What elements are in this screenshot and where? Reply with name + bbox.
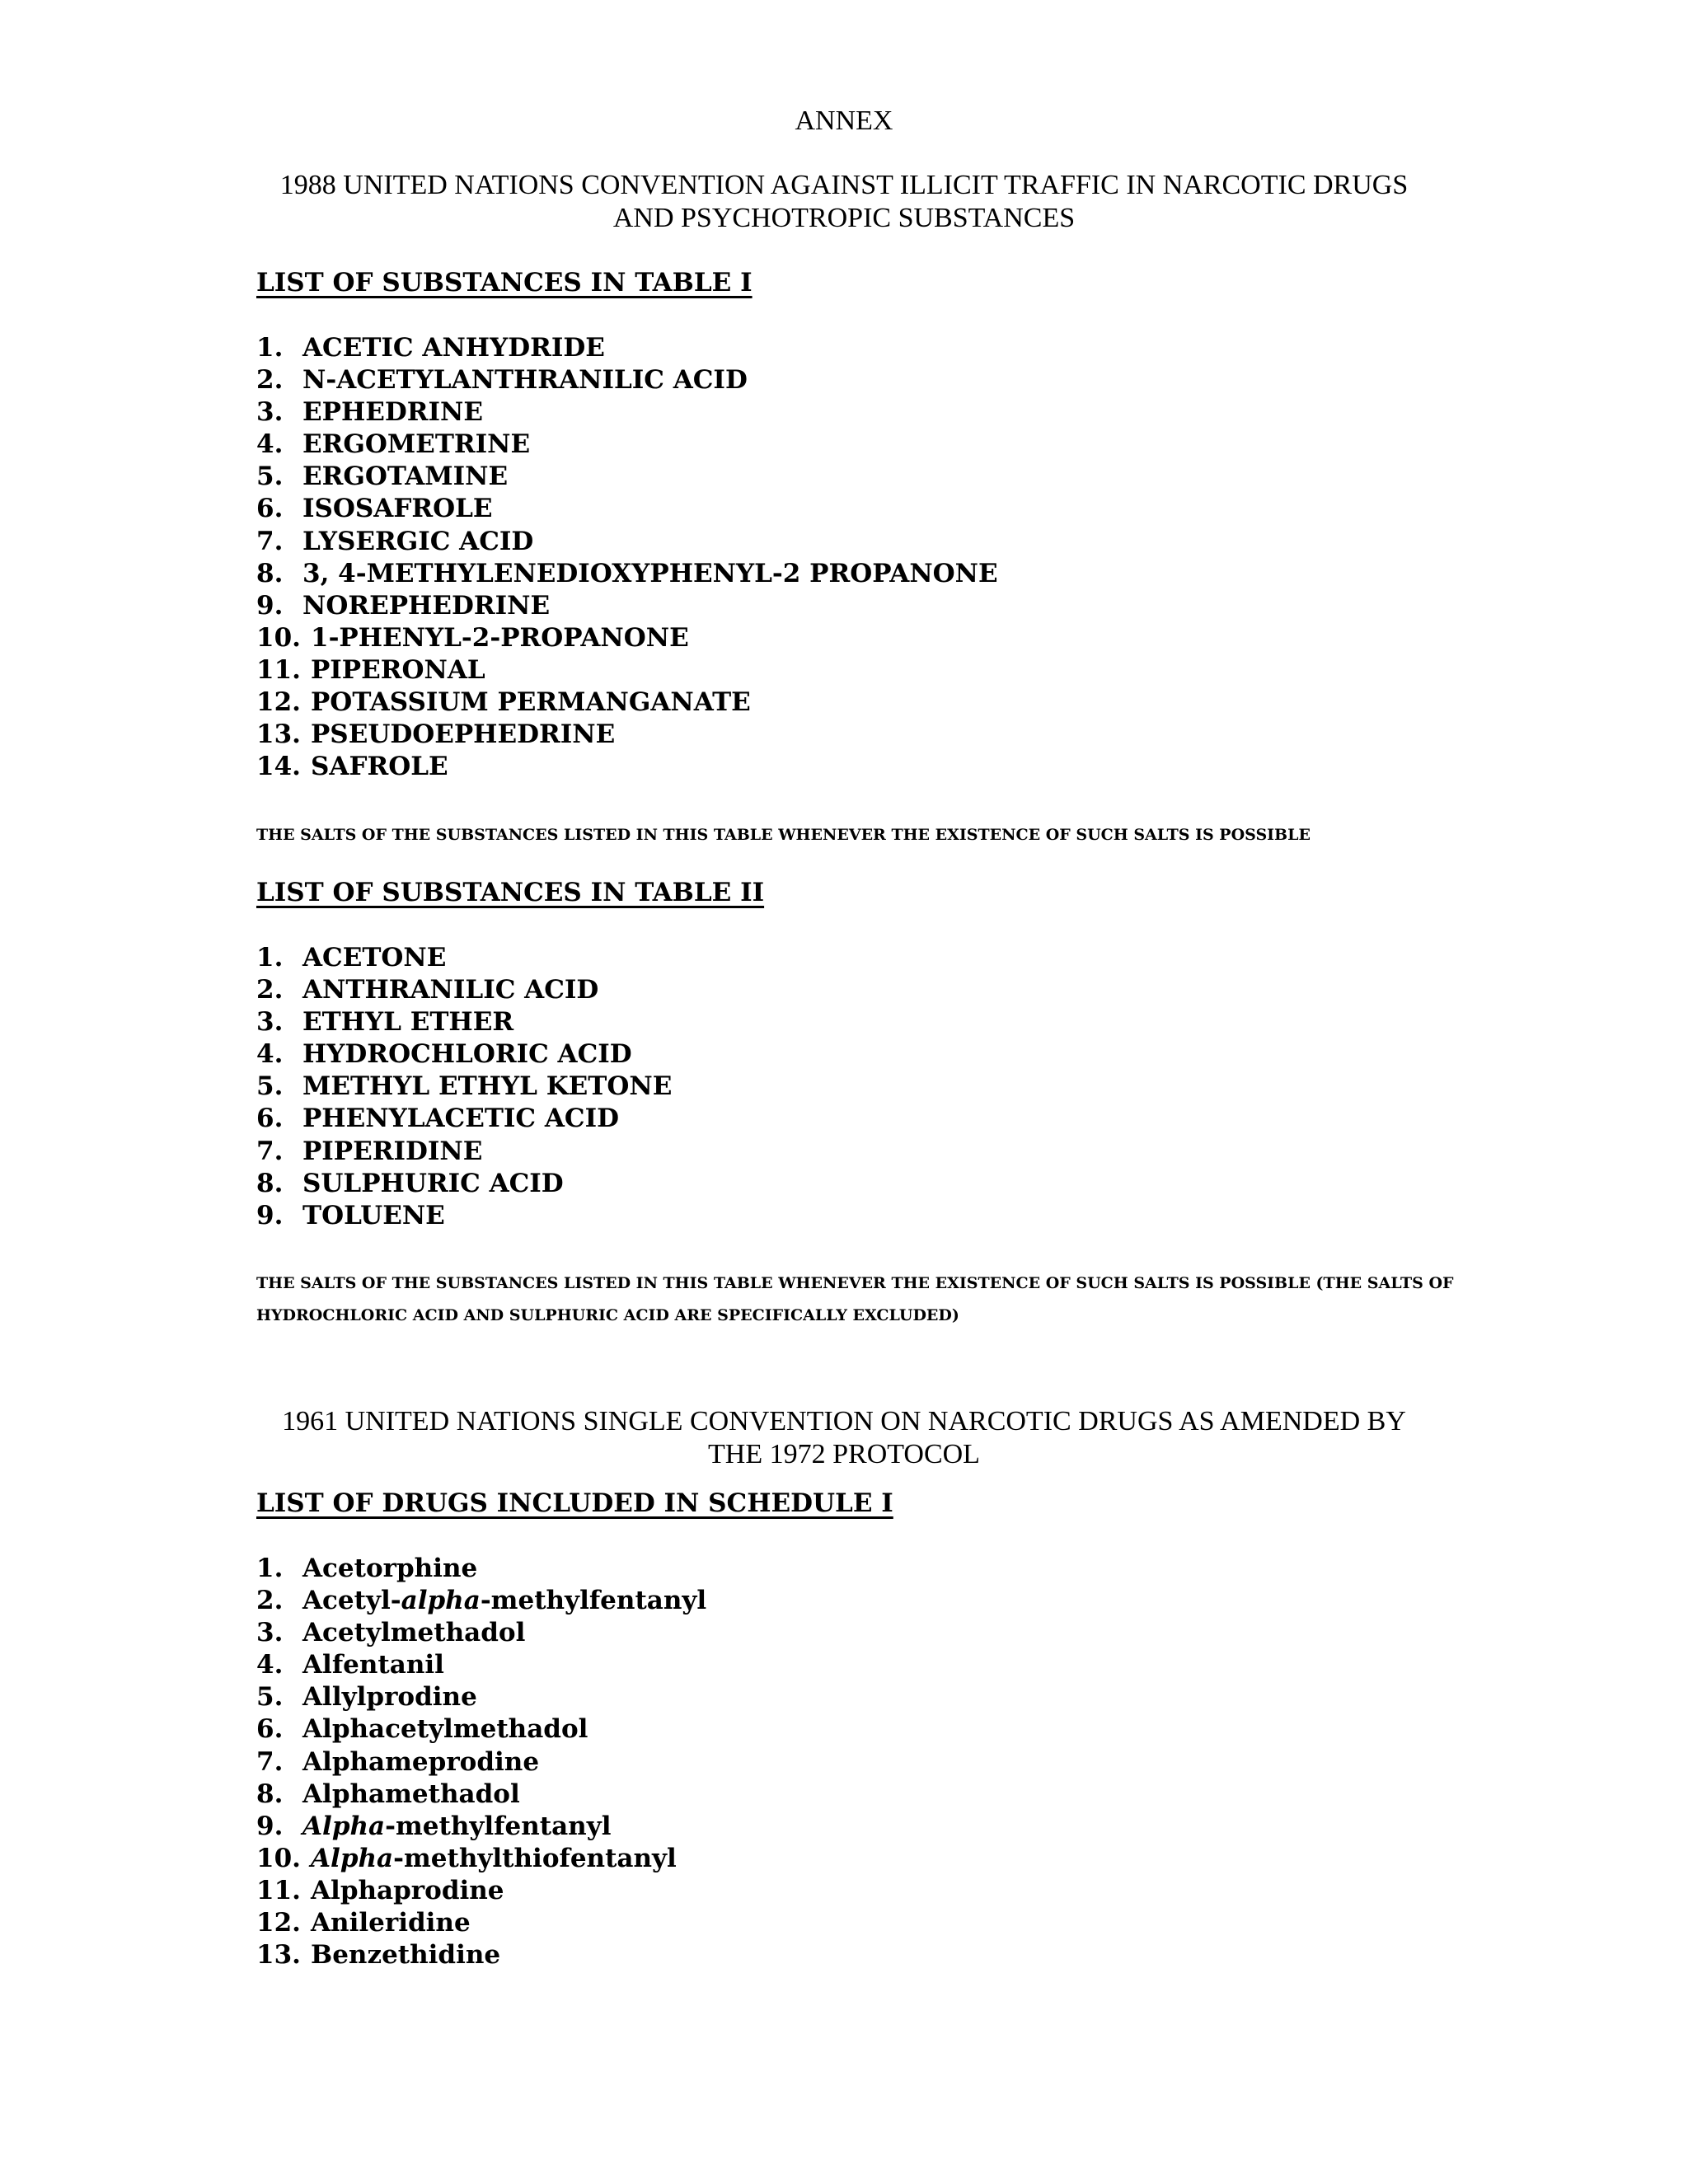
item-number: 5. bbox=[256, 462, 284, 492]
item-name: N-ACETYLANTHRANILIC ACID bbox=[302, 365, 748, 396]
item-name: PSEUDOEPHEDRINE bbox=[311, 719, 616, 750]
list-item bbox=[256, 942, 672, 974]
list-item bbox=[256, 1681, 706, 1713]
item-name: 1-PHENYL-2-PROPANONE bbox=[311, 622, 689, 653]
list-item bbox=[256, 396, 998, 429]
item-number: 7. bbox=[256, 1746, 284, 1777]
convention-1988-title-line1: 1988 UNITED NATIONS CONVENTION AGAINST ILLICIT TRAFFIC IN NARCOTIC DRUGS bbox=[279, 170, 1409, 200]
list-item bbox=[256, 1103, 672, 1135]
item-name-suffix: -methylfentanyl bbox=[480, 1586, 707, 1616]
item-name: ERGOMETRINE bbox=[302, 429, 531, 460]
convention-1988-title bbox=[0, 169, 1688, 235]
item-number: 6. bbox=[256, 1714, 284, 1745]
item-number: 13. bbox=[256, 1940, 301, 1971]
list-item bbox=[256, 1136, 672, 1168]
item-number: 12. bbox=[256, 687, 301, 718]
item-number: 8. bbox=[256, 1779, 284, 1809]
table1-heading: LIST OF SUBSTANCES IN TABLE I bbox=[256, 268, 753, 298]
item-name-suffix: -methylthiofentanyl bbox=[393, 1843, 677, 1873]
list-item bbox=[256, 493, 998, 525]
list-item bbox=[256, 751, 998, 783]
item-name: SULPHURIC ACID bbox=[302, 1168, 564, 1198]
item-number: 1. bbox=[256, 1554, 284, 1583]
schedule1-list bbox=[256, 1553, 706, 1971]
item-name: ERGOTAMINE bbox=[302, 462, 509, 492]
item-number: 8. bbox=[256, 1168, 284, 1198]
item-name: Alphameprodine bbox=[302, 1746, 540, 1777]
convention-1961-title bbox=[0, 1405, 1688, 1471]
item-name: METHYL ETHYL KETONE bbox=[302, 1071, 673, 1102]
item-name: PIPERONAL bbox=[311, 654, 485, 685]
item-name-italic: Alpha bbox=[302, 1811, 386, 1841]
list-item bbox=[256, 332, 998, 364]
item-number: 9. bbox=[256, 1200, 284, 1230]
list-item bbox=[256, 461, 998, 493]
list-item bbox=[256, 687, 998, 719]
item-name: Alphamethadol bbox=[302, 1779, 520, 1809]
item-number: 9. bbox=[256, 590, 284, 621]
item-name: Acetorphine bbox=[302, 1554, 478, 1583]
list-item bbox=[256, 364, 998, 396]
convention-1961-title-line1: 1961 UNITED NATIONS SINGLE CONVENTION ON NARCOTIC DRUGS AS AMENDED BY bbox=[282, 1406, 1406, 1436]
table2-heading: LIST OF SUBSTANCES IN TABLE II bbox=[256, 878, 765, 907]
item-number: 3. bbox=[256, 397, 284, 428]
item-name: POTASSIUM PERMANGANATE bbox=[311, 687, 751, 718]
convention-1988-title-line2: AND PSYCHOTROPIC SUBSTANCES bbox=[612, 203, 1076, 233]
item-number: 4. bbox=[256, 429, 284, 460]
item-name: HYDROCHLORIC ACID bbox=[302, 1039, 632, 1070]
item-number: 2. bbox=[256, 975, 284, 1005]
list-item bbox=[256, 1779, 706, 1811]
item-name: Benzethidine bbox=[311, 1940, 501, 1971]
convention-1961-title-line2: THE 1972 PROTOCOL bbox=[708, 1439, 980, 1469]
list-item bbox=[256, 719, 998, 751]
item-number: 4. bbox=[256, 1039, 284, 1070]
item-number: 10. bbox=[256, 1843, 301, 1873]
item-number: 1. bbox=[256, 333, 284, 363]
item-number: 5. bbox=[256, 1682, 284, 1713]
item-number: 10. bbox=[256, 622, 301, 653]
item-name-italic: alpha bbox=[401, 1586, 481, 1616]
item-name: Alphaprodine bbox=[311, 1875, 504, 1905]
list-item bbox=[256, 1585, 706, 1617]
table2-list bbox=[256, 942, 672, 1232]
item-number: 6. bbox=[256, 494, 284, 524]
item-number: 2. bbox=[256, 1586, 284, 1616]
item-number: 5. bbox=[256, 1071, 284, 1102]
item-number: 1. bbox=[256, 943, 284, 972]
item-name: Allylprodine bbox=[302, 1682, 477, 1713]
item-number: 7. bbox=[256, 1136, 284, 1166]
list-item bbox=[256, 590, 998, 622]
item-name: Anileridine bbox=[311, 1908, 471, 1938]
list-item bbox=[256, 1617, 706, 1649]
list-item bbox=[256, 1038, 672, 1071]
list-item bbox=[256, 1811, 706, 1843]
item-number: 2. bbox=[256, 365, 284, 396]
item-name: ISOSAFROLE bbox=[302, 494, 493, 524]
list-item bbox=[256, 558, 998, 590]
item-name: LYSERGIC ACID bbox=[302, 526, 534, 556]
list-item bbox=[256, 1939, 706, 1971]
list-item bbox=[256, 1168, 672, 1200]
item-number: 11. bbox=[256, 1875, 301, 1905]
item-name: Alfentanil bbox=[302, 1650, 444, 1680]
list-item bbox=[256, 1006, 672, 1038]
item-name: Alphacetylmethadol bbox=[302, 1714, 588, 1745]
item-number: 8. bbox=[256, 558, 284, 588]
annex-title: ANNEX bbox=[795, 105, 893, 136]
item-number: 3. bbox=[256, 1007, 284, 1038]
list-item bbox=[256, 1071, 672, 1103]
schedule1-heading: LIST OF DRUGS INCLUDED IN SCHEDULE I bbox=[256, 1488, 893, 1518]
list-item bbox=[256, 1746, 706, 1779]
item-name-italic: Alpha bbox=[311, 1843, 394, 1873]
item-number: 6. bbox=[256, 1104, 284, 1134]
table2-note: THE SALTS OF THE SUBSTANCES LISTED IN THIS TABLE WHENEVER THE EXISTENCE OF SUCH SALTS IS POSSIBLE (THE SALTS OF HYDROCHLORIC ACID AND SULPHURIC ACID ARE SPECIFICALLY EXCLUDED) bbox=[256, 1274, 1454, 1324]
item-name: ETHYL ETHER bbox=[302, 1007, 514, 1038]
item-name: ACETONE bbox=[302, 943, 447, 972]
item-name: EPHEDRINE bbox=[302, 397, 483, 428]
list-item bbox=[256, 974, 672, 1006]
item-name: ACETIC ANHYDRIDE bbox=[302, 333, 605, 363]
list-item bbox=[256, 1843, 706, 1875]
list-item bbox=[256, 1907, 706, 1939]
list-item bbox=[256, 526, 998, 558]
item-number: 12. bbox=[256, 1908, 301, 1938]
item-number: 13. bbox=[256, 719, 301, 750]
item-number: 4. bbox=[256, 1650, 284, 1680]
item-number: 7. bbox=[256, 526, 284, 556]
item-name: PIPERIDINE bbox=[302, 1136, 483, 1166]
item-number: 3. bbox=[256, 1618, 284, 1648]
item-name: ANTHRANILIC ACID bbox=[302, 975, 599, 1005]
list-item bbox=[256, 654, 998, 687]
list-item bbox=[256, 429, 998, 461]
item-name: NOREPHEDRINE bbox=[302, 590, 551, 621]
item-name: 3, 4-METHYLENEDIOXYPHENYL-2 PROPANONE bbox=[302, 558, 998, 588]
item-number: 14. bbox=[256, 752, 301, 782]
item-name: TOLUENE bbox=[302, 1200, 445, 1230]
list-item bbox=[256, 1649, 706, 1681]
table1-note: THE SALTS OF THE SUBSTANCES LISTED IN THIS TABLE WHENEVER THE EXISTENCE OF SUCH SALTS IS POSSIBLE bbox=[256, 826, 1311, 844]
item-number: 9. bbox=[256, 1811, 284, 1841]
item-name: PHENYLACETIC ACID bbox=[302, 1104, 619, 1134]
list-item bbox=[256, 1875, 706, 1907]
table1-list bbox=[256, 332, 998, 783]
list-item bbox=[256, 622, 998, 654]
list-item bbox=[256, 1553, 706, 1585]
item-name: SAFROLE bbox=[311, 752, 448, 782]
item-number: 11. bbox=[256, 654, 301, 685]
item-name: Acetyl- bbox=[302, 1586, 401, 1616]
item-name: Acetylmethadol bbox=[302, 1618, 526, 1648]
list-item bbox=[256, 1713, 706, 1746]
item-name-suffix: -methylfentanyl bbox=[385, 1811, 612, 1841]
list-item bbox=[256, 1200, 672, 1232]
